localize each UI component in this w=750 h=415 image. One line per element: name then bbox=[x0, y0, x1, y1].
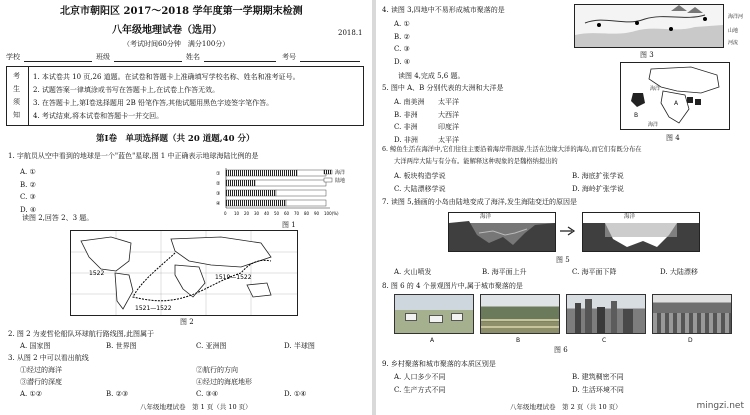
fig3-label: 海洋河 bbox=[728, 14, 744, 20]
option-c[interactable]: C. ③ bbox=[394, 45, 410, 53]
fig1-ocean-bar bbox=[226, 180, 255, 186]
fig1-tick-label: 90 bbox=[314, 211, 320, 216]
q2-option-d[interactable]: D. 半球图 bbox=[284, 342, 315, 350]
q9-option-d[interactable]: D. 生活环境不同 bbox=[572, 386, 624, 394]
question-7-text: 7. 读图 5,插画的小岛由陆地变成了海洋,发生海陆变迁的原因是 bbox=[382, 198, 578, 206]
section-title: 第Ⅰ卷 单项选择题（共 20 道题,40 分） bbox=[96, 134, 255, 144]
q2-option-c[interactable]: C. 亚洲图 bbox=[196, 342, 227, 350]
eurasia-shape bbox=[171, 237, 271, 267]
q9-option-a[interactable]: A. 人口多少不同 bbox=[394, 373, 446, 381]
q7-option-c[interactable]: C. 海平面下降 bbox=[572, 268, 617, 276]
question-1-text: 1. 宇航员从空中看到的地球是一个"蓝色"星球,图 1 中正确表示地球海陆比例的是 bbox=[8, 152, 259, 160]
australia-shape bbox=[247, 283, 271, 297]
q3-option-d[interactable]: D. ①④ bbox=[284, 390, 307, 398]
fig1-tick-label: 80 bbox=[304, 211, 310, 216]
fig1-tick-label: 60 bbox=[284, 211, 290, 216]
q3-option-a[interactable]: A. ①② bbox=[20, 390, 43, 398]
exam-title: 八年级地理试卷（选用） bbox=[112, 25, 222, 36]
option-continent: D. 非洲 bbox=[394, 135, 418, 144]
photo-a-village bbox=[394, 294, 474, 334]
q3-option-b[interactable]: B. ②③ bbox=[106, 390, 129, 398]
q6-option-d[interactable]: D. 海岭扩张学说 bbox=[572, 185, 624, 193]
option-d[interactable]: D. ④ bbox=[394, 57, 411, 66]
fig6-letter: A bbox=[430, 337, 435, 344]
notice-label bbox=[13, 70, 23, 122]
south-america-shape bbox=[115, 273, 133, 309]
question-9-text: 9. 乡村聚落和城市聚落的本质区别是 bbox=[382, 360, 496, 368]
figure-5-caption: 图 5 bbox=[556, 256, 570, 264]
option-a[interactable] bbox=[394, 96, 459, 109]
fig1-ocean-bar bbox=[226, 190, 276, 196]
option-ocean: 太平洋 bbox=[438, 98, 459, 106]
option-a[interactable]: A. ① bbox=[20, 168, 36, 176]
option-ocean: 太平洋 bbox=[438, 135, 459, 144]
fig6-letter: B bbox=[516, 337, 521, 344]
fig5-label: 海洋 bbox=[624, 214, 636, 220]
question-6-line-2: 大洋两岸大陆与有分布。能解释这种现象的是魏格纳提出的 bbox=[394, 158, 558, 165]
option-b[interactable]: B. ② bbox=[20, 180, 36, 189]
figure-5-left-svg bbox=[449, 213, 555, 251]
q6-option-c[interactable]: C. 大陆漂移学说 bbox=[394, 185, 446, 193]
notice-item: 2. 试题答案一律填涂或书写在答题卡上,在试卷上作答无效。 bbox=[33, 86, 220, 94]
page-2 bbox=[376, 0, 750, 415]
name-field-label: 姓名 bbox=[186, 53, 200, 61]
fig1-row-label: ② bbox=[216, 181, 221, 187]
notice-label-char: 生 bbox=[13, 85, 20, 93]
fig1-tick-label: 30 bbox=[254, 211, 260, 216]
q3-option-c[interactable]: C. ③④ bbox=[196, 390, 219, 398]
fig1-ocean-bar bbox=[226, 170, 297, 176]
map-label: 1519—1522 bbox=[215, 274, 252, 281]
read-figure-2: 读图 2,回答 2、3 题。 bbox=[22, 214, 94, 222]
page-2-footer: 八年级地理试卷 第 2 页（共 10 页） bbox=[510, 403, 622, 411]
notice-label-char: 知 bbox=[13, 111, 20, 119]
figure-3-svg bbox=[575, 5, 723, 47]
fig5-label: 海洋 bbox=[480, 214, 492, 220]
fig1-tick-label: 100(%) bbox=[324, 211, 339, 216]
read-figure-4: 读图 4,完成 5,6 题。 bbox=[398, 72, 465, 80]
option-ocean: 印度洋 bbox=[438, 123, 459, 131]
fig1-land-bar bbox=[255, 180, 326, 186]
figure-6-caption: 图 6 bbox=[554, 346, 568, 354]
notice-list bbox=[33, 71, 300, 123]
question-4-options bbox=[394, 18, 410, 68]
option-continent: B. 非洲 bbox=[394, 110, 418, 119]
school-field-line[interactable] bbox=[24, 61, 92, 62]
option-continent: C. 非洲 bbox=[394, 123, 418, 131]
q3-item-4: ④经过的海底地形 bbox=[196, 378, 252, 386]
figure-2-caption: 图 2 bbox=[180, 318, 194, 326]
question-5-options bbox=[394, 96, 459, 146]
question-5-text: 5. 图中 A、B 分别代表的大洲和大洋是 bbox=[382, 84, 504, 92]
school-title: 北京市朝阳区 2017～2018 学年度第一学期期末检测 bbox=[60, 6, 303, 17]
watermark: mingzi.net bbox=[696, 400, 744, 411]
q6-option-a[interactable]: A. 板块构造学说 bbox=[394, 172, 446, 180]
page-1 bbox=[0, 0, 372, 415]
name-field-line[interactable] bbox=[204, 61, 276, 62]
fig4-label: A bbox=[674, 100, 679, 107]
option-c[interactable]: C. ③ bbox=[20, 193, 36, 201]
fig1-land-bar bbox=[286, 200, 326, 206]
fig1-tick-label: 0 bbox=[224, 211, 227, 216]
fig1-tick-label: 50 bbox=[274, 211, 280, 216]
exam-date: 2018.1 bbox=[338, 29, 363, 37]
arrow-icon bbox=[560, 226, 578, 236]
legend-ocean: 海洋 bbox=[335, 170, 346, 176]
fig3-label: 河流 bbox=[728, 40, 739, 46]
question-4-text: 4. 读图 3,四地中不易形成城市聚落的是 bbox=[382, 6, 505, 14]
photo-d-hill-town bbox=[652, 294, 732, 334]
question-8-text: 8. 图 6 的 4 个景观图片中,属于城市聚落的是 bbox=[382, 282, 523, 290]
world-map-svg bbox=[71, 231, 297, 315]
fig1-tick-label: 40 bbox=[264, 211, 270, 216]
figure-1 bbox=[212, 166, 362, 221]
fig1-ocean-bar bbox=[226, 200, 286, 206]
exam-info: （考试时间60分钟 满分100分） bbox=[123, 40, 230, 48]
q3-item-1: ①经过的海洋 bbox=[20, 366, 62, 374]
legend-land: 陆地 bbox=[335, 178, 346, 184]
fig1-land-bar bbox=[297, 170, 326, 176]
figure-3 bbox=[574, 4, 724, 48]
figure-4-caption: 图 4 bbox=[666, 134, 680, 142]
notice-item: 1. 本试卷共 10 页,26 道题。在试卷和答题卡上准确填写学校名称、姓名和准考证号。 bbox=[33, 73, 300, 81]
map-label: 1522 bbox=[89, 270, 105, 277]
notice-divider bbox=[28, 66, 29, 126]
option-continent: A. 南美洲 bbox=[394, 98, 425, 106]
option-a[interactable]: A. ① bbox=[394, 20, 410, 28]
fig1-tick-label: 70 bbox=[294, 211, 300, 216]
question-1-options bbox=[20, 166, 36, 216]
option-c[interactable] bbox=[394, 121, 459, 134]
notice-label-char: 考 bbox=[13, 72, 20, 80]
page-1-footer: 八年级地理试卷 第 1 页（共 10 页） bbox=[140, 403, 252, 411]
fig6-letter: D bbox=[688, 337, 693, 344]
figure-4 bbox=[620, 62, 730, 130]
number-field-label: 考号 bbox=[282, 53, 296, 61]
q7-option-d[interactable]: D. 大陆漂移 bbox=[660, 268, 698, 276]
figure-3-caption: 图 3 bbox=[640, 51, 654, 59]
q6-option-b[interactable]: B. 海底扩张学说 bbox=[572, 172, 624, 180]
photo-c-city bbox=[566, 294, 646, 334]
q7-option-a[interactable]: A. 火山喷发 bbox=[394, 268, 432, 276]
q3-item-3: ③潜行的深度 bbox=[20, 378, 62, 386]
africa-shape bbox=[175, 265, 205, 297]
north-america-shape bbox=[81, 237, 131, 271]
q2-option-b[interactable]: B. 世界图 bbox=[106, 342, 137, 350]
option-d[interactable] bbox=[394, 134, 459, 147]
class-field-label: 班级 bbox=[96, 53, 110, 61]
fig4-label: 海洋 bbox=[648, 122, 659, 128]
figure-5-left bbox=[448, 212, 556, 252]
notice-item: 3. 在答题卡上,第Ⅰ卷选择题用 2B 铅笔作答,其他试题用黑色字迹签字笔作答。 bbox=[33, 99, 274, 107]
question-3-text: 3. 从图 2 中可以看出航线 bbox=[8, 354, 89, 362]
fig1-land-bar bbox=[276, 190, 326, 196]
fig1-row-label: ④ bbox=[216, 201, 221, 207]
q9-option-c[interactable]: C. 生产方式不同 bbox=[394, 386, 446, 394]
school-field-label: 学校 bbox=[6, 53, 20, 61]
option-ocean: 大西洋 bbox=[438, 110, 459, 119]
figure-1-caption: 图 1 bbox=[282, 221, 296, 229]
fig1-row-label: ① bbox=[216, 171, 221, 177]
figure-5-right-svg bbox=[583, 213, 699, 251]
map-label: 1521—1522 bbox=[135, 305, 172, 312]
figure-5-right bbox=[582, 212, 700, 252]
q7-option-b[interactable]: B. 海平面上升 bbox=[482, 268, 527, 276]
q9-option-b[interactable]: B. 建筑稠密不同 bbox=[572, 373, 624, 381]
q3-item-2: ②航行的方向 bbox=[196, 366, 238, 374]
number-field-line[interactable] bbox=[300, 61, 360, 62]
figure-1-chart bbox=[212, 166, 362, 218]
fig3-label: 山地 bbox=[728, 28, 739, 34]
figure-2-map bbox=[70, 230, 298, 316]
option-b[interactable] bbox=[394, 109, 459, 122]
notice-item: 4. 考试结束,将本试卷和答题卡一并交回。 bbox=[33, 112, 164, 120]
fig4-label: 海洋 bbox=[650, 86, 661, 92]
fig1-row-label: ③ bbox=[216, 191, 221, 197]
option-d[interactable]: D. ④ bbox=[20, 205, 37, 214]
fig1-tick-label: 10 bbox=[234, 211, 240, 216]
fig6-letter: C bbox=[602, 337, 607, 344]
q2-option-a[interactable]: A. 国家图 bbox=[20, 342, 51, 350]
class-field-line[interactable] bbox=[114, 61, 182, 62]
option-b[interactable]: B. ② bbox=[394, 32, 410, 41]
fig1-tick-label: 20 bbox=[244, 211, 250, 216]
question-6-line-1: 6. 鲸鱼生活在海洋中,它们往往主要沿着海岸带洄游,生活在边缘大洋的海岛,而它们有既分布在 bbox=[382, 146, 642, 153]
notice-label-char: 须 bbox=[13, 98, 20, 106]
fig4-label: B bbox=[634, 112, 639, 119]
question-2-text: 2. 图 2 为麦哲伦船队环球航行路线图,此图属于 bbox=[8, 330, 155, 338]
photo-b-farmland bbox=[480, 294, 560, 334]
